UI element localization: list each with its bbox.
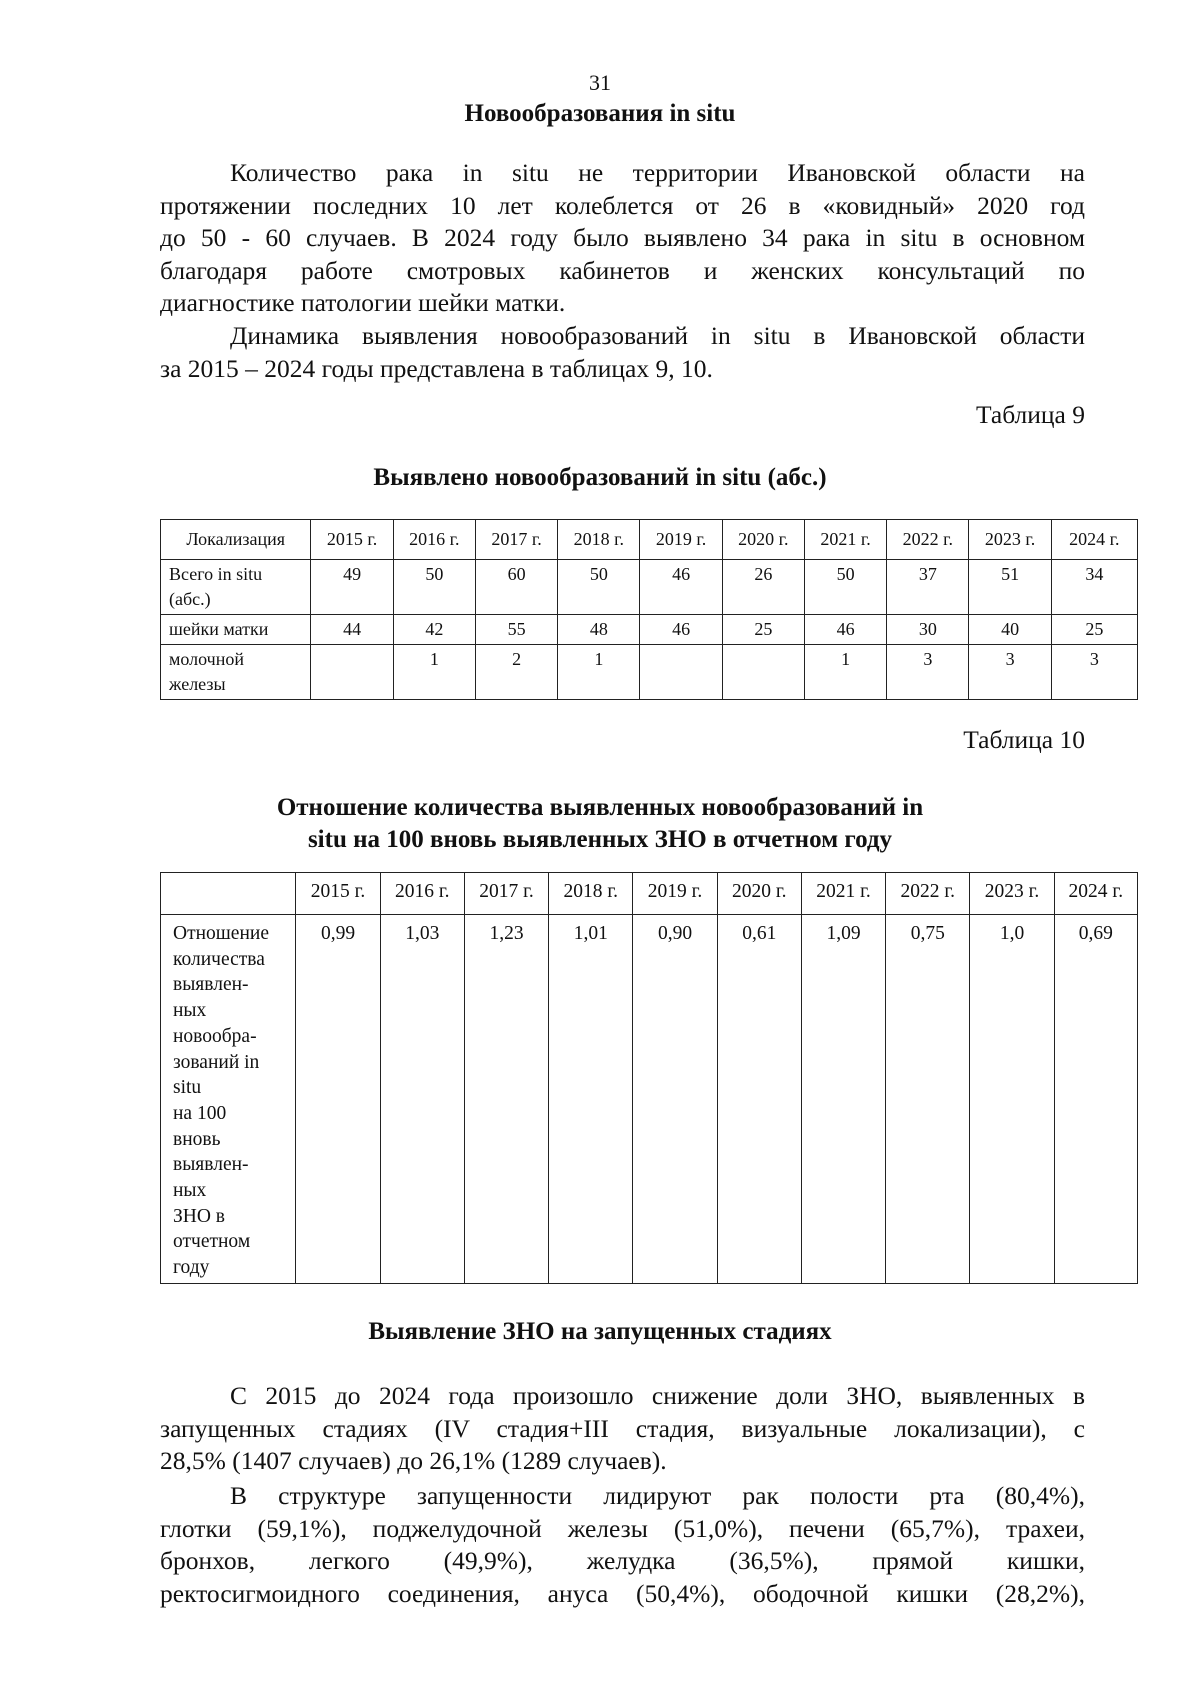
header-cell: 2015 г.: [296, 873, 380, 915]
data-cell: 46: [640, 615, 722, 645]
paragraph-late-stage-structure: [160, 1480, 1085, 1610]
header-cell: 2016 г.: [380, 873, 464, 915]
table-row: [161, 560, 1138, 615]
paragraph-in-situ-count: [160, 157, 1085, 320]
table10-header-row: [161, 873, 1138, 915]
data-cell: 30: [887, 615, 969, 645]
table-row: [161, 615, 1138, 645]
data-cell: [722, 645, 804, 700]
text-line: бронхов, легкого (49,9%), желудка (36,5%), прямой кишки,: [160, 1546, 1085, 1576]
table9-title: Выявлено новообразований in situ (абс.): [373, 464, 827, 491]
data-cell: 2: [475, 645, 557, 700]
table-row: [161, 915, 1138, 1284]
header-cell: Локализация: [161, 520, 311, 560]
label-line: новообра-: [173, 1025, 257, 1047]
text-line: глотки (59,1%), поджелудочной железы (51,0%), печени (65,7%), трахеи,: [160, 1513, 1085, 1543]
text-line: Динамика выявления новообразований in situ в Ивановской области: [230, 321, 1085, 350]
text-line: благодаря работе смотровых кабинетов и женских консультаций по: [160, 255, 1085, 285]
data-cell: 1: [558, 645, 640, 700]
data-cell: 0,90: [633, 915, 717, 1284]
header-cell: 2022 г.: [886, 873, 970, 915]
label-line: ЗНО в: [173, 1205, 226, 1227]
table9-header-row: [161, 520, 1138, 560]
header-cell: 2018 г.: [558, 520, 640, 560]
header-cell: 2024 г.: [1054, 873, 1137, 915]
data-cell: 60: [475, 560, 557, 615]
text-line: протяжении последних 10 лет колеблется от 26 в «ковидный» 2020 год: [160, 190, 1085, 220]
header-cell: 2018 г.: [549, 873, 633, 915]
data-cell: [640, 645, 722, 700]
label-line: ных: [173, 1180, 207, 1202]
data-cell: 25: [722, 615, 804, 645]
data-cell: 55: [475, 615, 557, 645]
data-cell: 0,69: [1054, 915, 1137, 1284]
header-cell: 2022 г.: [887, 520, 969, 560]
data-cell: 3: [1051, 645, 1137, 700]
data-cell: 0,99: [296, 915, 380, 1284]
data-cell: 48: [558, 615, 640, 645]
label-line: вновь: [173, 1128, 221, 1150]
text-line: 28,5% (1407 случаев) до 26,1% (1289 случаев).: [160, 1446, 667, 1476]
table10-label: Таблица 10: [963, 725, 1085, 754]
title-line: Отношение количества выявленных новообразований in: [276, 794, 924, 821]
data-cell: 42: [393, 615, 475, 645]
label-line: выявлен-: [173, 974, 249, 996]
label-line: situ: [173, 1077, 202, 1099]
table9-label: Таблица 9: [975, 400, 1085, 429]
row-label: Всего in situ (абс.): [161, 560, 311, 615]
data-cell: 1,03: [380, 915, 464, 1284]
header-cell: 2021 г.: [804, 520, 886, 560]
text-line: диагностике патологии шейки матки.: [160, 288, 566, 318]
section-title-late-stage: Выявление ЗНО на запущенных стадиях: [368, 1318, 832, 1345]
text-line: ректосигмоидного соединения, ануса (50,4%), ободочной кишки (28,2%),: [160, 1578, 1085, 1608]
data-cell: 1: [804, 645, 886, 700]
paragraph-dynamics: [160, 320, 1085, 385]
data-cell: 50: [804, 560, 886, 615]
header-cell: 2017 г.: [475, 520, 557, 560]
header-cell: 2023 г.: [969, 520, 1051, 560]
label-line: на 100: [173, 1102, 227, 1124]
data-cell: 1: [393, 645, 475, 700]
header-cell: 2021 г.: [801, 873, 885, 915]
data-cell: 25: [1051, 615, 1137, 645]
data-cell: 44: [311, 615, 393, 645]
data-cell: 50: [558, 560, 640, 615]
label-line: Отношение: [173, 923, 269, 944]
table10-title: [0, 792, 1200, 856]
data-cell: 3: [887, 645, 969, 700]
label-line: ных: [173, 1000, 207, 1022]
text-line: С 2015 до 2024 года произошло снижение доли ЗНО, выявленных в: [230, 1381, 1085, 1410]
table9: [160, 519, 1138, 700]
header-cell: [161, 873, 296, 915]
header-cell: 2024 г.: [1051, 520, 1137, 560]
text-line: Количество рака in situ не территории Ивановской области на: [230, 158, 1085, 187]
label-line: отчетном: [173, 1231, 251, 1253]
data-cell: 50: [393, 560, 475, 615]
header-cell: 2017 г.: [464, 873, 548, 915]
page-number: 31: [589, 70, 611, 95]
data-cell: 0,61: [717, 915, 801, 1284]
header-cell: 2019 г.: [633, 873, 717, 915]
header-cell: 2020 г.: [717, 873, 801, 915]
data-cell: 49: [311, 560, 393, 615]
header-cell: 2020 г.: [722, 520, 804, 560]
data-cell: 1,01: [549, 915, 633, 1284]
data-cell: 37: [887, 560, 969, 615]
table10: [160, 872, 1138, 1284]
row-label: [161, 915, 296, 1284]
data-cell: 40: [969, 615, 1051, 645]
header-cell: 2023 г.: [970, 873, 1054, 915]
data-cell: 0,75: [886, 915, 970, 1284]
text-line: за 2015 – 2024 годы представлена в таблицах 9, 10.: [160, 353, 713, 383]
data-cell: 34: [1051, 560, 1137, 615]
label-line: выявлен-: [173, 1154, 249, 1176]
data-cell: [311, 645, 393, 700]
title-line: situ на 100 вновь выявленных ЗНО в отчетном году: [307, 826, 893, 853]
data-cell: 1,23: [464, 915, 548, 1284]
data-cell: 46: [640, 560, 722, 615]
text-line: до 50 - 60 случаев. В 2024 году было выявлено 34 рака in situ в основном: [160, 223, 1085, 253]
data-cell: 46: [804, 615, 886, 645]
header-cell: 2016 г.: [393, 520, 475, 560]
data-cell: 1,09: [801, 915, 885, 1284]
section-title-in-situ: Новообразования in situ: [464, 100, 736, 127]
row-label: молочной железы: [161, 645, 311, 700]
header-cell: 2015 г.: [311, 520, 393, 560]
label-line: количества: [173, 948, 265, 970]
table-row: [161, 645, 1138, 700]
text-line: В структуре запущенности лидируют рак полости рта (80,4%),: [230, 1481, 1085, 1510]
header-cell: 2019 г.: [640, 520, 722, 560]
paragraph-late-stage-decrease: [160, 1380, 1085, 1478]
label-line: году: [173, 1257, 210, 1279]
data-cell: 51: [969, 560, 1051, 615]
data-cell: 26: [722, 560, 804, 615]
text-line: запущенных стадиях (IV стадия+III стадия, визуальные локализации), с: [160, 1413, 1085, 1443]
data-cell: 1,0: [970, 915, 1054, 1284]
label-line: зований in: [173, 1051, 260, 1073]
row-label: шейки матки: [161, 615, 311, 645]
data-cell: 3: [969, 645, 1051, 700]
